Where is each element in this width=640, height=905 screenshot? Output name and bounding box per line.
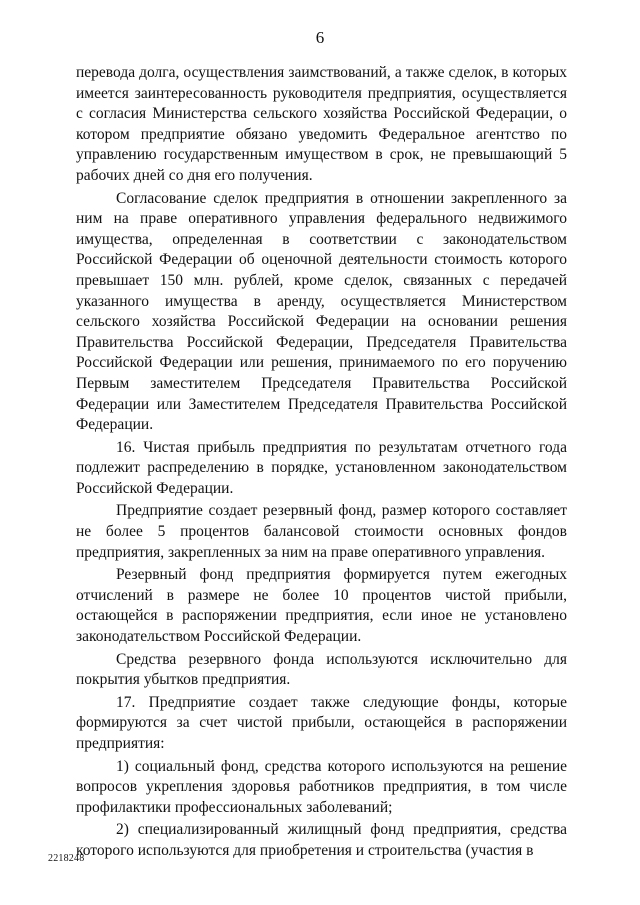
document-code: 2218248: [48, 853, 85, 864]
paragraph-real-estate-transactions: Согласование сделок предприятия в отношении закрепленного за ним на праве оперативного управления федерального недвижимого имущества, определенная в соответствии с законодательством Российской Федерации об оценочной деятельности стоимость которого превышает 150 млн. рублей, кроме сделок, связанных с передачей указанного имущества в аренду, осуществляется Министерством сельского хозяйства Российской Федерации на основании решения Правительства Российской Федерации, Председателя Правительства Российской Федерации или решения, принимаемого по его поручению Первым заместителем Председателя Правительства Российской Федерации или Заместителем Председателя Правительства Российской Федерации.: [76, 189, 567, 434]
document-body: [76, 63, 567, 864]
paragraph-continued-from-previous-page: перевода долга, осуществления заимствований, а также сделок, в которых имеется заинтересованность руководителя предприятия, осуществляется с согласия Министерства сельского хозяйства Российской Федерации, о котором предприятие обязано уведомить Федеральное агентство по управлению государственным имуществом в срок, не превышающий 5 рабочих дней со дня его получения.: [76, 64, 567, 184]
page-number: 6: [315, 28, 325, 47]
paragraph-reserve-fund-size: Предприятие создает резервный фонд, размер которого составляет не более 5 процентов балансовой стоимости основных фондов предприятия, закрепленных за ним на праве оперативного управления.: [76, 502, 567, 561]
paragraph-section-16-net-profit: 16. Чистая прибыль предприятия по результатам отчетного года подлежит распределению в порядке, установленном законодательством Российской Федерации.: [76, 438, 567, 497]
paragraph-reserve-fund-formation: Резервный фонд предприятия формируется путем ежегодных отчислений в размере не более 10 процентов чистой прибыли, остающейся в распоряжении предприятия, если иное не установлено законодательством Российской Федерации.: [76, 566, 567, 646]
paragraph-section-17-funds: 17. Предприятие создает также следующие фонды, которые формируются за счет чистой прибыли, остающейся в распоряжении предприятия:: [76, 693, 567, 752]
paragraph-reserve-fund-usage: Средства резервного фонда используются исключительно для покрытия убытков предприятия.: [76, 650, 567, 689]
list-item-social-fund: 1) социальный фонд, средства которого используются на решение вопросов укрепления здоровья работников предприятия, в том числе профилактики профессиональных заболеваний;: [76, 757, 567, 816]
list-item-housing-fund: 2) специализированный жилищный фонд предприятия, средства которого используются для приобретения и строительства (участия в: [76, 821, 567, 859]
